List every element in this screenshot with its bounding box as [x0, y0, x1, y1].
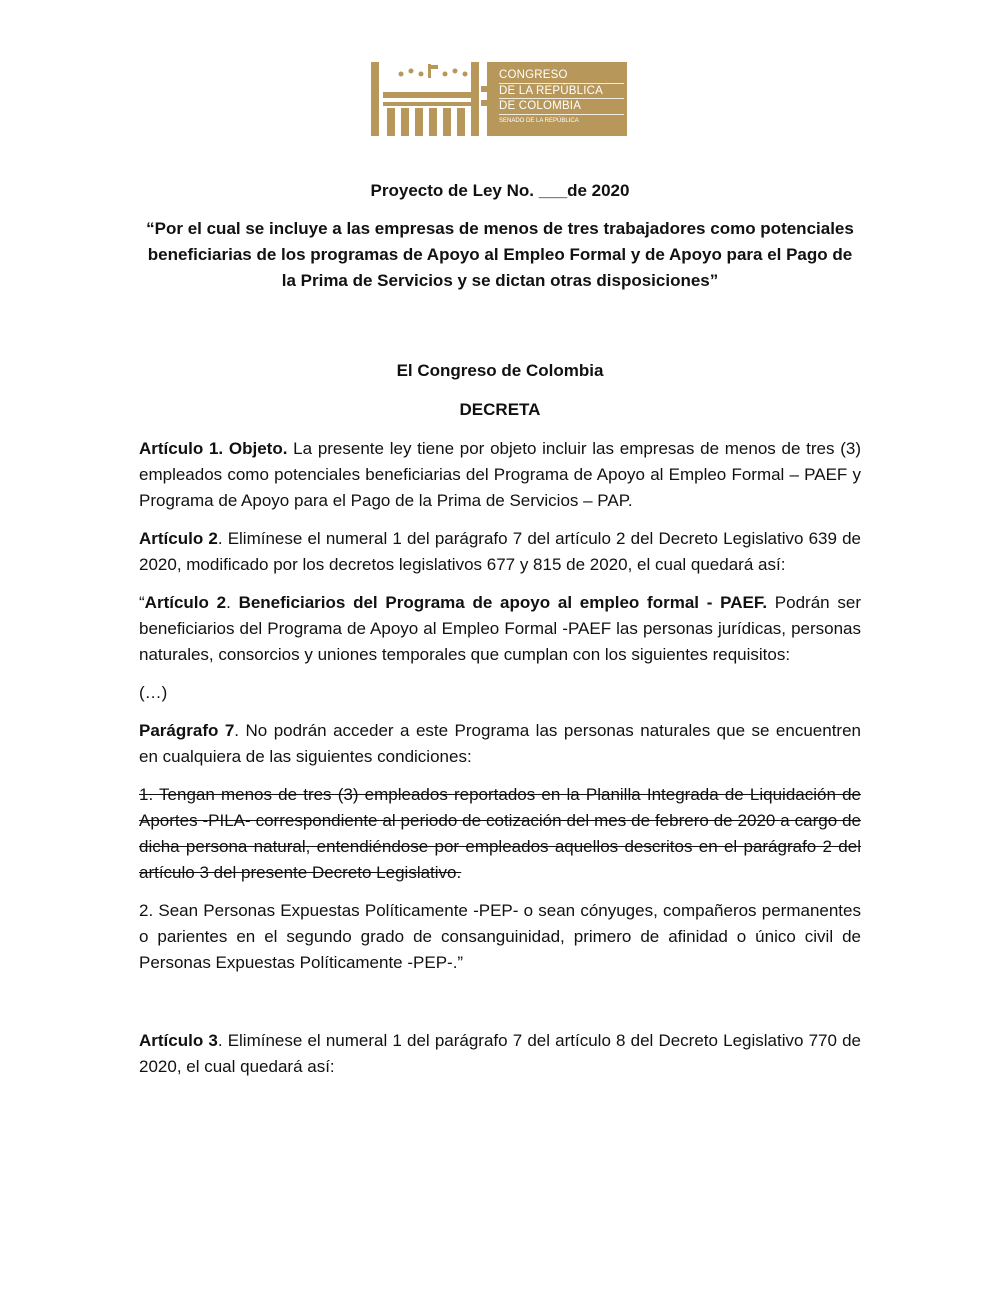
congress-logo — [371, 62, 627, 136]
paragraph-7 — [139, 718, 861, 770]
quoted-sep: . — [226, 593, 239, 612]
logo-line-1: CONGRESO — [499, 69, 624, 84]
quoted-article-label: Artículo 2 — [144, 593, 227, 612]
article-2 — [139, 526, 861, 578]
article-3-label: Artículo 3 — [139, 1031, 218, 1050]
ellipsis: (…) — [139, 683, 168, 702]
logo-text — [499, 69, 624, 125]
issuer: El Congreso de Colombia — [396, 361, 604, 380]
quoted-article-heading: Beneficiarios del Programa de apoyo al empleo formal - PAEF. — [238, 593, 768, 612]
article-1-label: Artículo 1. Objeto. — [139, 439, 288, 458]
bill-number: Proyecto de Ley No. ___de 2020 — [370, 181, 630, 200]
quote-open: “ — [139, 593, 145, 612]
document-body — [139, 178, 861, 1080]
logo-line-2: DE LA REPÚBLICA — [499, 85, 624, 100]
article-1-text: La presente ley tiene por objeto incluir las empresas de menos de tres (3) empleados como potenciales beneficiarias del Programa de Apoyo al Empleo Formal – PAEF y Programa de Apoyo para el Pago de la Prima de Servicios – PAP. — [139, 439, 862, 510]
paragraph-7-label: Parágrafo 7 — [139, 721, 235, 740]
paragraph-7-text: . No podrán acceder a este Programa las personas naturales que se encuentren en cualquiera de las siguientes condiciones: — [139, 721, 861, 766]
paragraph-7-item-2: 2. Sean Personas Expuestas Políticamente -PEP- o sean cónyuges, compañeros permanentes o parientes en el segundo grado de consanguinidad, primero de afinidad o único civil de Personas Expuestas Políticamente -PEP-.” — [139, 901, 861, 972]
quoted-article-text: Podrán ser beneficiarios del Programa de Apoyo al Empleo Formal -PAEF las personas jurídicas, personas naturales, consorcios y uniones temporales que cumplan con los siguientes requisitos: — [139, 593, 861, 664]
article-2-label: Artículo 2 — [139, 529, 218, 548]
article-3 — [139, 1028, 861, 1080]
logo-line-3: DE COLOMBIA — [499, 100, 624, 115]
article-1 — [139, 436, 861, 514]
article-2-text: . Elimínese el numeral 1 del parágrafo 7 del artículo 2 del Decreto Legislativo 639 de 2020, modificado por los decretos legislativos 677 y 815 de 2020, el cual quedará así: — [139, 529, 861, 574]
paragraph-7-item-1-struck: 1. Tengan menos de tres (3) empleados reportados en la Planilla Integrada de Liquidación de Aportes -PILA- correspondiente al periodo de cotización del mes de febrero de 2020 a cargo de dicha persona natural, entendiéndose por empleados aquellos descritos en el parágrafo 2 del artículo 3 del presente Decreto Legislativo. — [139, 785, 861, 882]
logo-line-4: SENADO DE LA REPÚBLICA — [499, 117, 579, 124]
bill-title: “Por el cual se incluye a las empresas de menos de tres trabajadores como potenciales beneficiarias de los programas de Apoyo al Empleo Formal y de Apoyo para el Pago de la Prima de Servicios y se dictan otras disposiciones” — [146, 219, 854, 290]
quoted-article-2 — [139, 590, 861, 668]
article-3-text: . Elimínese el numeral 1 del parágrafo 7 del artículo 8 del Decreto Legislativo 770 de 2020, el cual quedará así: — [139, 1031, 861, 1076]
decree-heading: DECRETA — [459, 400, 541, 419]
